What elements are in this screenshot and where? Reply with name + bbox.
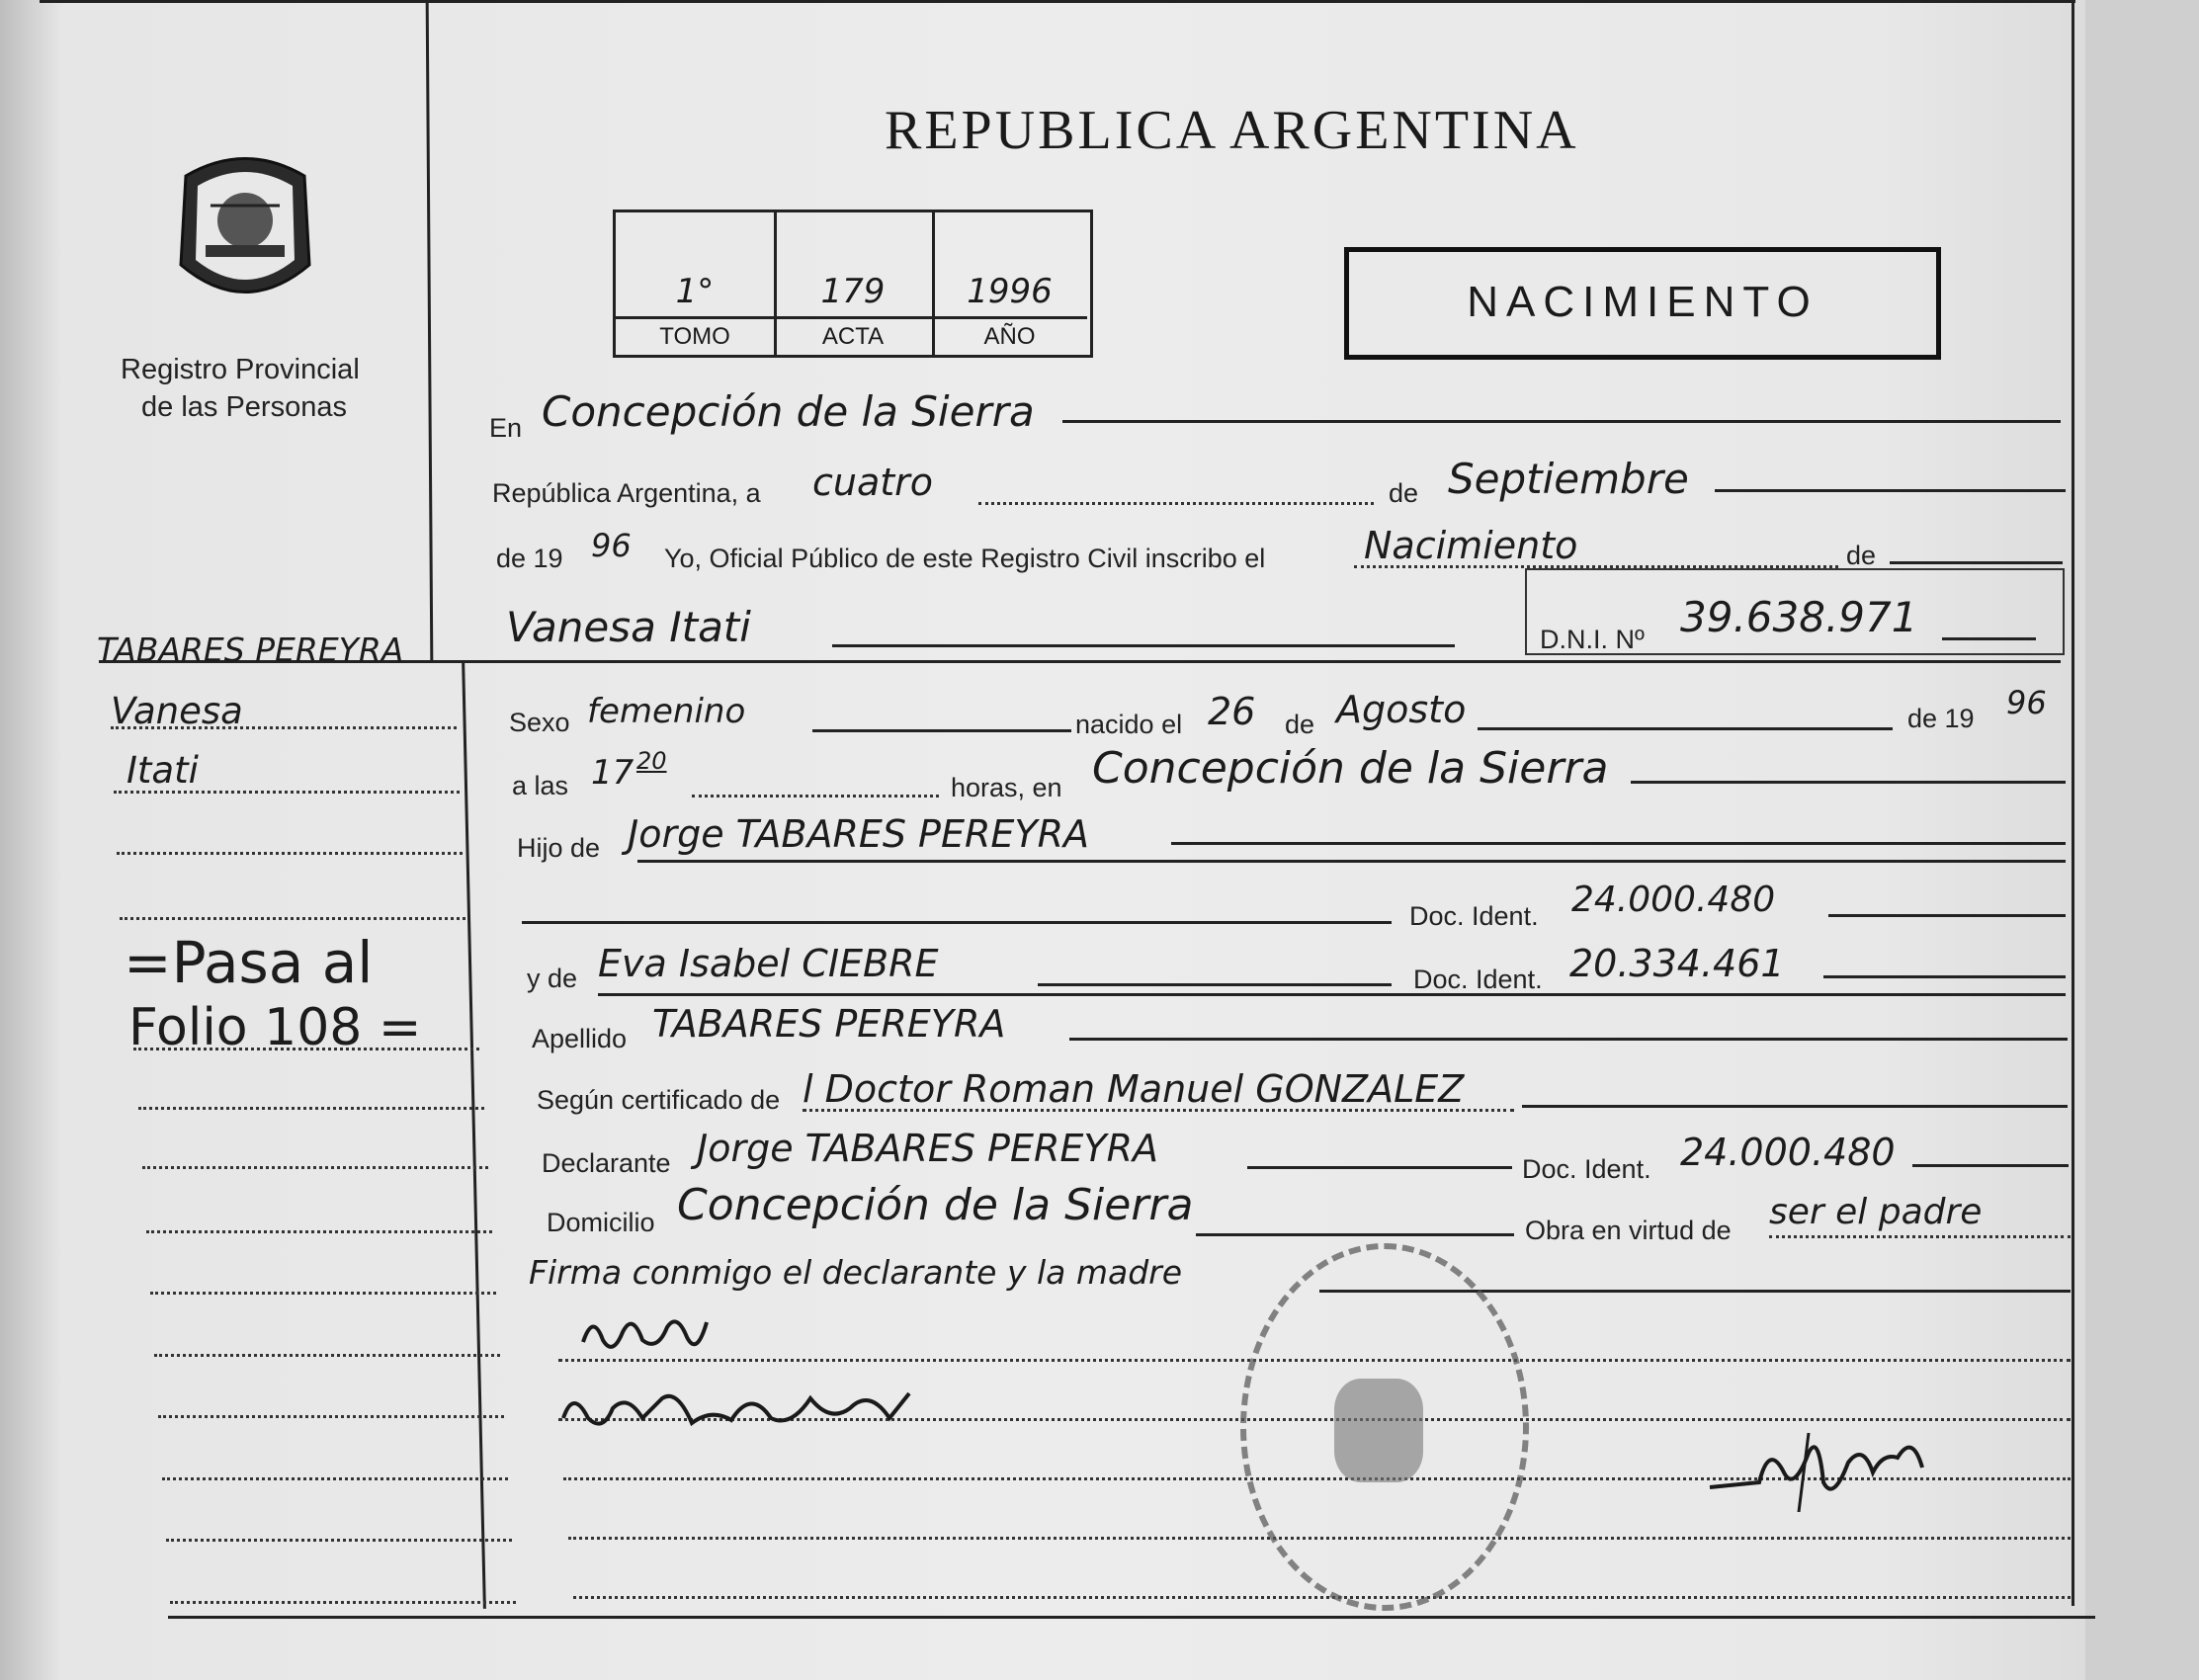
top-frame-line (40, 0, 2075, 3)
field-line (1038, 983, 1392, 986)
field-line (1890, 561, 2063, 564)
anio-value: 1996 (967, 272, 1053, 311)
alas-label: a las (512, 771, 569, 800)
official-seal-center (1334, 1379, 1423, 1482)
doc-label-3: Doc. Ident. (1522, 1154, 1651, 1184)
tomo-value: 1° (675, 272, 715, 311)
minutes-value: 20 (636, 747, 667, 775)
doctor-value: l Doctor Roman Manuel GONZALEZ (803, 1067, 1465, 1111)
sidebar-line (166, 1539, 512, 1542)
field-line (803, 1109, 1514, 1112)
acta-reference-box (613, 210, 1093, 358)
event-value: Nacimiento (1364, 524, 1578, 567)
de-label: de (1389, 478, 1419, 508)
sidebar-line (111, 726, 457, 729)
field-line (978, 502, 1374, 505)
sidebar-note2: Folio 108 = (128, 998, 422, 1057)
domicilio-label: Domicilio (547, 1208, 655, 1237)
field-line (1715, 489, 2066, 492)
apellido-label: Apellido (532, 1024, 628, 1053)
apellido-value: TABARES PEREYRA (652, 1002, 1006, 1046)
field-line (522, 921, 1392, 924)
registry-name-line1: Registro Provincial (121, 354, 360, 385)
de-label-2: de (1846, 541, 1877, 570)
place-value: Concepción de la Sierra (542, 387, 1035, 436)
declarante-label: Declarante (542, 1148, 671, 1178)
field-line (1062, 420, 2061, 423)
month-value: Septiembre (1448, 455, 1689, 503)
anio-label: AÑO (932, 316, 1087, 351)
oficial-text: Yo, Oficial Público de este Registro Civil inscribo el (664, 544, 1266, 573)
document-type-label: NACIMIENTO (1467, 278, 1818, 326)
mother-value: Eva Isabel CIEBRE (598, 942, 939, 985)
sidebar-line (170, 1601, 516, 1604)
acta-value: 179 (820, 272, 886, 311)
sexo-label: Sexo (509, 708, 570, 737)
de19-label: de 19 (496, 544, 563, 573)
field-line (1478, 727, 1893, 730)
acta-cell (774, 212, 935, 355)
sidebar-name2: Itati (127, 749, 199, 792)
mother-doc-value: 20.334.461 (1569, 942, 1785, 985)
field-line (1171, 842, 2066, 845)
registry-name-line2: de las Personas (141, 391, 347, 423)
sidebar-note1: =Pasa al (124, 929, 374, 996)
birth-place-value: Concepción de la Sierra (1092, 743, 1609, 794)
field-line (637, 860, 2066, 863)
tomo-cell (616, 212, 777, 355)
child-name-value: Vanesa Itati (506, 603, 751, 651)
nacido-label: nacido el (1075, 710, 1183, 739)
rep-label: República Argentina, a (492, 478, 761, 508)
sidebar-surname: TABARES PEREYRA (97, 630, 404, 669)
sexo-value: femenino (587, 692, 746, 731)
dni-label: D.N.I. Nº (1540, 625, 1645, 654)
declarant-signature (578, 1302, 726, 1362)
day-words-value: cuatro (812, 461, 934, 504)
sidebar-line (154, 1354, 500, 1357)
tomo-label: TOMO (616, 316, 774, 351)
sidebar-line (158, 1415, 504, 1418)
hijo-label: Hijo de (517, 833, 601, 863)
field-line (1196, 1233, 1514, 1236)
misiones-province-emblem (166, 146, 324, 314)
hour-value: 17 (591, 753, 634, 793)
sidebar-line (120, 917, 465, 920)
de19-label-2: de 19 (1907, 704, 1975, 733)
en-label: En (489, 413, 523, 443)
birth-year-suffix: 96 (2006, 684, 2047, 721)
bottom-frame-line (168, 1616, 2095, 1619)
field-line (598, 993, 2066, 996)
field-line (1522, 1105, 2068, 1108)
left-column-divider-lower (462, 660, 486, 1609)
domicilio-value: Concepción de la Sierra (677, 1180, 1194, 1230)
mother-signature (553, 1369, 929, 1448)
sidebar-line (138, 1107, 484, 1110)
de-label-3: de (1285, 710, 1315, 739)
birth-month-value: Agosto (1336, 688, 1467, 731)
obra-value: ser el padre (1769, 1192, 1983, 1232)
field-line (1769, 1235, 2071, 1238)
declarante-doc-value: 24.000.480 (1680, 1131, 1896, 1174)
sidebar-line (133, 1048, 479, 1050)
obra-label: Obra en virtud de (1525, 1216, 1732, 1245)
left-column-divider (426, 0, 434, 660)
father-value: Jorge TABARES PEREYRA (628, 812, 1090, 856)
doc-label-2: Doc. Ident. (1413, 965, 1543, 994)
field-line (812, 729, 1071, 732)
sidebar-name1: Vanesa (111, 690, 243, 732)
field-line (1828, 914, 2066, 917)
field-line (832, 644, 1455, 647)
father-doc-value: 24.000.480 (1571, 880, 1776, 920)
field-line (1942, 637, 2036, 640)
birth-day-value: 26 (1208, 690, 1256, 733)
field-line (1069, 1038, 2068, 1041)
dni-value: 39.638.971 (1680, 593, 1918, 641)
yde-label: y de (527, 964, 578, 993)
sidebar-line (117, 852, 463, 855)
field-line (1823, 975, 2066, 978)
field-line (692, 795, 939, 798)
segun-label: Según certificado de (537, 1085, 781, 1115)
firma-text: Firma conmigo el declarante y la madre (529, 1253, 1183, 1292)
sidebar-line (162, 1477, 508, 1480)
sidebar-line (150, 1292, 496, 1295)
declarante-value: Jorge TABARES PEREYRA (697, 1127, 1159, 1170)
country-title: REPUBLICA ARGENTINA (885, 100, 1579, 161)
field-line (1912, 1164, 2069, 1167)
horas-label: horas, en (951, 773, 1062, 802)
document-type-box (1344, 247, 1941, 360)
blank-line (573, 1596, 2071, 1599)
sidebar-line (114, 791, 460, 794)
anio-cell (932, 212, 1087, 355)
year-suffix-value: 96 (591, 527, 632, 564)
field-line (1631, 781, 2066, 784)
doc-label: Doc. Ident. (1409, 901, 1539, 931)
right-frame-line (2072, 0, 2074, 1606)
field-line (1247, 1166, 1512, 1169)
official-signature (1700, 1413, 1937, 1522)
sidebar-line (142, 1166, 488, 1169)
acta-label: ACTA (774, 316, 932, 351)
sidebar-line (146, 1230, 492, 1233)
